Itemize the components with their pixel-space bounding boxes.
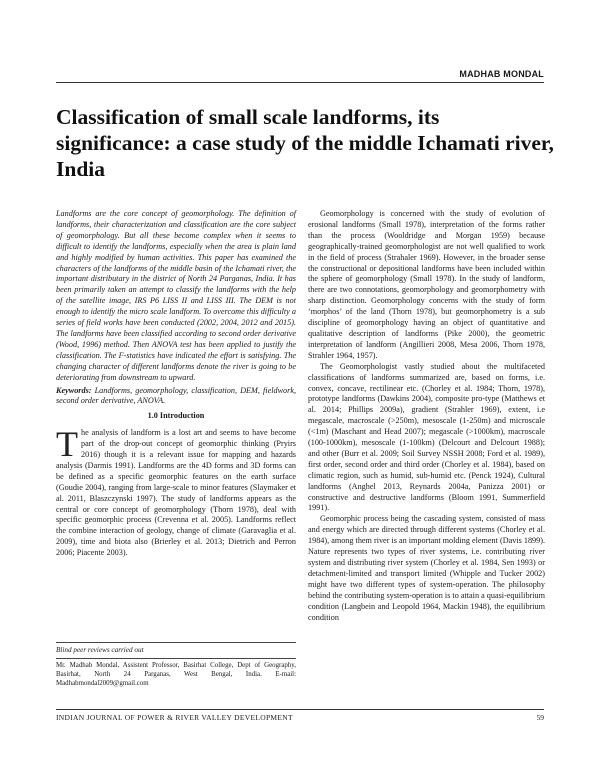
article-title: Classification of small scale landforms, its significance: a case study of the middle Ichamati river, India [56, 105, 554, 181]
author-affiliation: Mr. Madhab Mondal, Assistent Professor, Basirhat College, Dept of Geography, Basirhat, North 24 Parganas, West Bengal, India. E-mail: Madhabmondal2009@gmail.com [56, 662, 296, 687]
footer-rule [56, 709, 544, 710]
section-heading-introduction: 1.0 Introduction [147, 411, 205, 421]
footnote-rule [56, 642, 296, 643]
header-rule [56, 82, 544, 83]
running-header-author: MADHAB MONDAL [459, 69, 544, 79]
page-number: 59 [536, 713, 544, 722]
right-column [308, 209, 545, 623]
keywords-text: Landforms, geomorphology, classification, DEM, fieldwork, second order derivative, ANOVA. [56, 385, 296, 406]
drop-cap: T [56, 424, 78, 465]
body-paragraph: The Geomorphologist vastly studied about the multifaceted classifications of landforms summarized are, based on forms, i.e. convex, concave, rectilinear etc. (Chorley et al. 1984; Thorn, 1978), prototype landforms (Dawkins 2004), composite pro-type (Matthews et al. 2014; Phillips 2009a), gradient (Strahler 1969), extent, i.e megascale, macroscale (>250m), mesoscale (1-250m) and microscale (<1m) (Maschant and Head 2007); megascale (>1000km), macroscale (100-1000km), mesoscale (1-100km) (Delcourt and Delcourt 1988); and other (Burr et al. 2009; Soil Survey NSSH 2008; Ford et al. 1989), first order, second order and third order (Chorley et al. 1984), based on climatic region, such as humid, sub-humid etc. (Penck 1924), Cultural landforms (Anghel 2013, Reynards 2004a, Panizza 2001) or constructive and destructive landforms (Bloom 1991, Summerfield 1991). [308, 361, 545, 513]
left-column [56, 209, 296, 559]
review-note: Blind peer reviews carried out [56, 646, 144, 654]
body-paragraph: Geomorphology is concerned with the study of evolution of erosional landforms (Small 1978), interpretation of the forms rather than the process (Wooldridge and Morgan 1959) because geographically-trained geomorphologist are not well qualified to work in the field of process (Strahaler 1969). However, in the broader sense the constructional or depositional landforms have been included within the sphere of geomorphology (Small 1978). In the study of landform, there are two connotations, geomorphology and geomorphometry with sharp distinction. Geomorphology concerns with the study of form ‘morphos’ of the land (Thorn 1978), but geomorphometry is a sub discipline of geomorphology having an object of quantitative and qualitative description of landforms (Pike 2000), the geometric interpretation of landform (Angillieri 2008, Mesa 2006, Thorn 1978, Strahler 1964, 1957). [308, 209, 545, 360]
footnote-rule-2 [56, 658, 296, 659]
journal-name: INDIAN JOURNAL OF POWER & RIVER VALLEY DEVELOPMENT [56, 713, 293, 722]
introduction-paragraph [56, 424, 296, 559]
keywords-label: Keywords: [56, 385, 92, 395]
introduction-text: he analysis of landform is a lost art and seems to have become part of the drop-out concept of geomorphic thinking (Pryirs 2016) though it is a relevant issue for mapping and hazards analysis (Darmis 1991). Landforms are the 4D forms and 3D forms can be defined as a specific geomorphic features on the earth surface (Goudie 2004), ranging from large-scale to minor features (Slaymaker et al. 2011, Blaszczynski 1997). The study of landforms appears as the central or core concept of geomorphology (Thorn 1978), deal with specific geomorphic process (Crevenna et al. 2005). Landforms reflect the combine interaction of geology, change of climate (Garavaglia et al. 2009), time and biota also (Brierley et al. 2013; Dietrich and Perron 2006; Piacente 2003). [56, 428, 296, 558]
body-paragraph: Geomorphic process being the cascading system, consisted of mass and energy which are directed through different systems (Chorley et al. 1984), among them river is an important molding element (Davis 1899). Nature represents two types of river systems, i.e. contributing river system and distributing river system (Chorley et al. 1984, Sen 1993) or detachment-limited and transport limited (Whipple and Tucker 2002) might have two different types of system-operation. The philosophy behind the contributing system-operation is to attain a quasi-equilibrium condition (Langbein and Leopold 1964, Mackin 1948), the equilibrium condition [308, 514, 545, 622]
keywords [56, 386, 296, 408]
abstract: Landforms are the core concept of geomorphology. The definition of landforms, their characterization and classification are the core subject of geomorphology. But all these become complex when it seems to difficult to identify the landforms, especially when the area is plain land and highly modified by human activities. This paper has examined the characters of the landforms of the middle basin of the Ichamati river, the important distributary in the district of North 24 Parganas, India. It has been primarily taken an attempt to classify the landforms with the help of the satellite image, IRS P6 LISS II and LISS III. The DEM is not enough to identify the micro scale landform. To overcome this difficulty a series of field works have been conducted (2002, 2004, 2012 and 2015). The landforms have been classified according to second order derivative (Wood, 1996) method. Then ANOVA test has been applied to justify the classification. The F-statistics have indicated the effort is satisfying. The changing character of different landforms denote the river is going to be deteriorating from downstream to upward. [56, 209, 296, 382]
